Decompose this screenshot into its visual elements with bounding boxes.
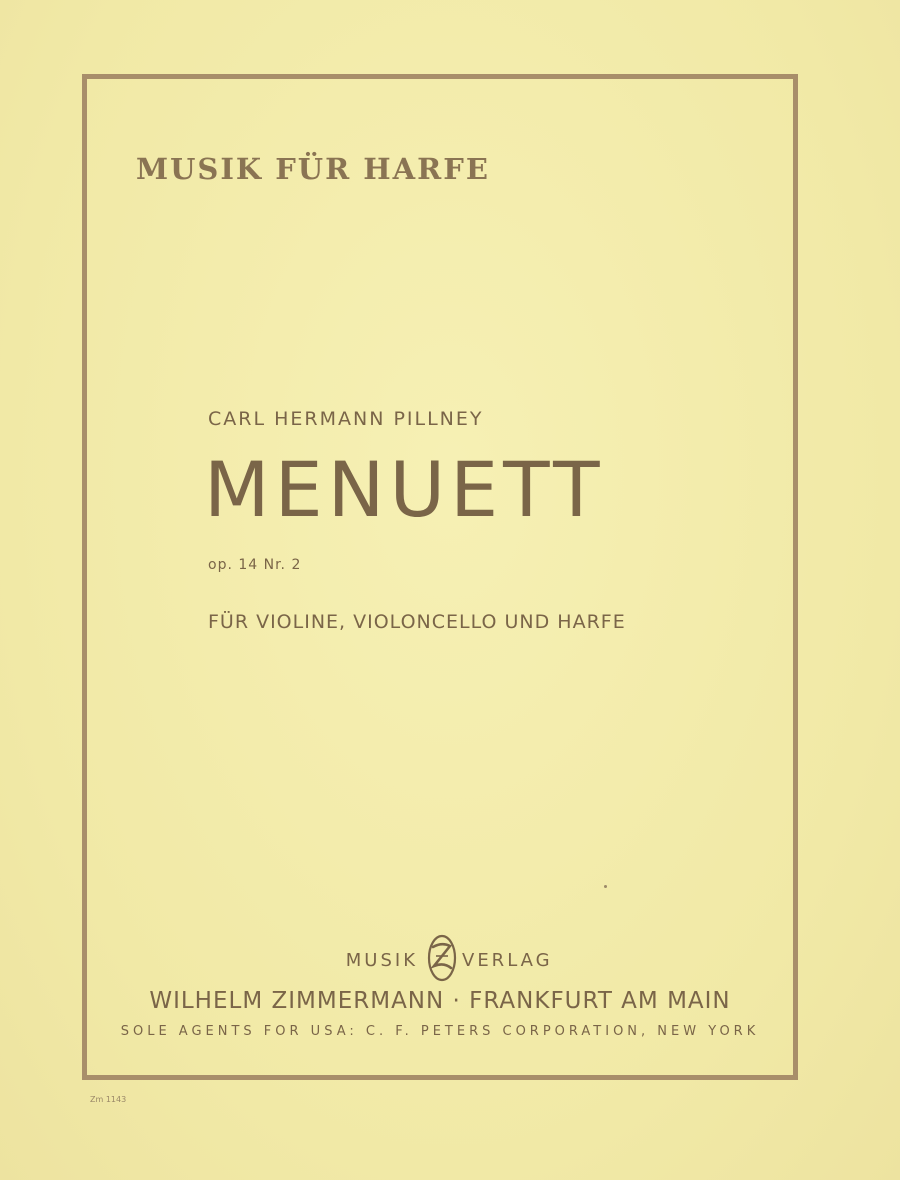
opus-number: op. 14 Nr. 2 bbox=[208, 557, 302, 573]
logo-word-musik: MUSIK bbox=[345, 950, 418, 971]
instrumentation: FÜR VIOLINE, VIOLONCELLO UND HARFE bbox=[208, 611, 626, 633]
paper-speck bbox=[604, 885, 607, 888]
publisher-logo-row bbox=[82, 930, 798, 986]
zimmermann-z-monogram-icon bbox=[422, 930, 462, 986]
composer-name: CARL HERMANN PILLNEY bbox=[208, 408, 484, 430]
catalog-number: Zm 1143 bbox=[90, 1095, 127, 1104]
publisher-name: WILHELM ZIMMERMANN · FRANKFURT AM MAIN bbox=[149, 988, 731, 1014]
logo-word-verlag: VERLAG bbox=[462, 950, 553, 971]
series-title: MUSIK FÜR HARFE bbox=[136, 152, 490, 186]
sole-agents-line: SOLE AGENTS FOR USA: C. F. PETERS CORPORATION, NEW YORK bbox=[120, 1024, 760, 1039]
work-title: MENUETT bbox=[204, 445, 605, 534]
